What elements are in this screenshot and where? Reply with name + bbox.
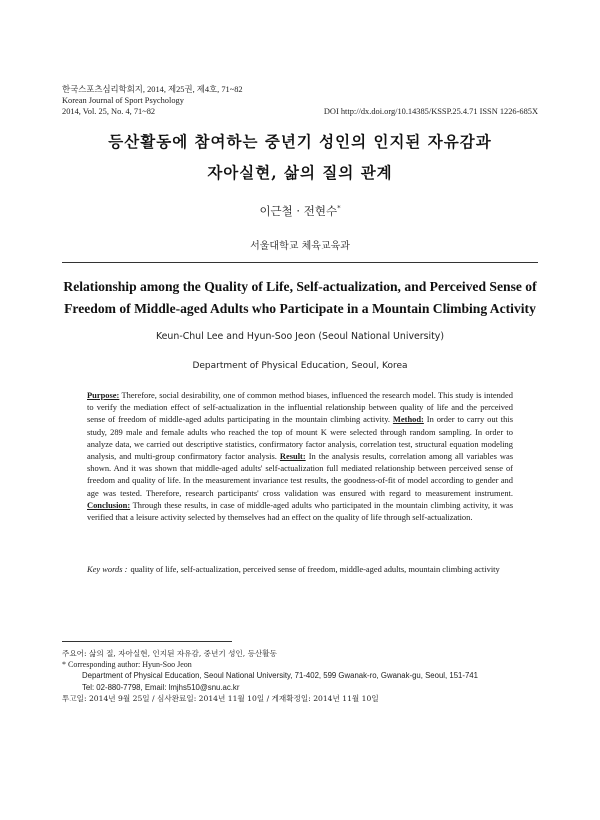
footnotes — [62, 648, 542, 704]
affiliation-en: Department of Physical Education, Seoul, Korea — [192, 361, 408, 371]
journal-name-en: Korean Journal of Sport Psychology — [62, 96, 184, 105]
affiliation-ko: 서울대학교 체육교육과 — [250, 241, 350, 252]
conclusion-label: Conclusion: — [87, 499, 131, 510]
title-en-line2: Freedom of Middle-aged Adults who Participate in a Mountain Climbing Activity — [64, 301, 536, 316]
conclusion-text: Through these results, in case of middle-aged adults who participated in the mountain climbing activity, it was verified that a leisure activity selected by themselves had an effect on the quality of life through self-actualization. — [87, 499, 513, 523]
authors-ko-names: 이근철 · 전현수 — [259, 204, 338, 218]
submission-dates: 투고일: 2014년 9월 25일 / 심사완료일: 2014년 11월 10일 / 게재확정일: 2014년 11월 10일 — [62, 693, 379, 703]
keywords — [87, 563, 513, 575]
purpose-text: Therefore, social desirability, one of common method biases, influenced the research model. This study is intended to verify the mediation effect of self-actualization in the influential relationship between quality of life and the perceived sense of freedom of middle-aged adults participating in the mountain climbing activity. — [87, 390, 513, 425]
journal-citation-ko: 한국스포츠심리학회지, 2014, 제25권, 제4호, 71~82 — [62, 85, 243, 94]
keywords-label: Key words : — [87, 564, 128, 574]
author-contact: Tel: 02-880-7798, Email: lmjhs510@snu.ac.kr — [82, 682, 240, 692]
authors-ko — [0, 203, 600, 219]
journal-header — [62, 84, 538, 117]
footnote-divider — [62, 641, 232, 642]
journal-volume: 2014, Vol. 25, No. 4, 71~82 — [62, 107, 156, 116]
title-divider — [62, 262, 538, 263]
method-text: In order to carry out this study, 289 male and female adults who reached the top of mount K were selected through random sampling. In order to analyze data, we carried out descriptive statistics, confirmatory factor analysis, correlation test, structural equation modeling analysis, and multi-group confirmatory factor analysis. — [87, 414, 514, 462]
author-address: Department of Physical Education, Seoul National University, 71-402, 599 Gwanak-ro, Gwanak-gu, Seoul, 151-741 — [82, 671, 478, 681]
title-ko-line1: 등산활동에 참여하는 중년기 성인의 인지된 자유감과 — [108, 132, 492, 151]
purpose-label: Purpose: — [87, 390, 120, 400]
method-label: Method: — [392, 414, 424, 425]
doi-issn: DOI http://dx.doi.org/10.14385/KSSP.25.4.71 ISSN 1226-685X — [323, 107, 538, 116]
result-text: In the analysis results, correlation among all variables was shown. And it was shown that middle-aged adults' self-actualization full mediated relationship between perceived sense of freedom and quality of life. In the measurement invariance test results, the goodness-of-fit of model according to gender and age was tested. Therefore, research participants' cross validation was ensured with regard to measurement instrument. — [87, 451, 513, 498]
title-ko-line2: 자아실현, 삶의 질의 관계 — [207, 163, 393, 182]
title-en-line1: Relationship among the Quality of Life, Self-actualization, and Perceived Sense of — [63, 279, 537, 294]
result-label: Result: — [279, 451, 306, 462]
keywords-ko: 주요어: 삶의 질, 자아실현, 인지된 자유감, 중년기 성인, 등산활동 — [62, 649, 277, 658]
title-en — [62, 276, 538, 320]
corresponding-author: * Corresponding author: Hyun-Soo Jeon — [62, 660, 192, 670]
journal-citation-row — [62, 106, 538, 117]
authors-en: Keun-Chul Lee and Hyun-Soo Jeon (Seoul National University) — [155, 331, 444, 342]
abstract — [87, 389, 513, 523]
corresponding-mark: * — [337, 204, 341, 213]
keywords-text: quality of life, self-actualization, perceived sense of freedom, middle-aged adults, mountain climbing activity — [130, 564, 500, 574]
